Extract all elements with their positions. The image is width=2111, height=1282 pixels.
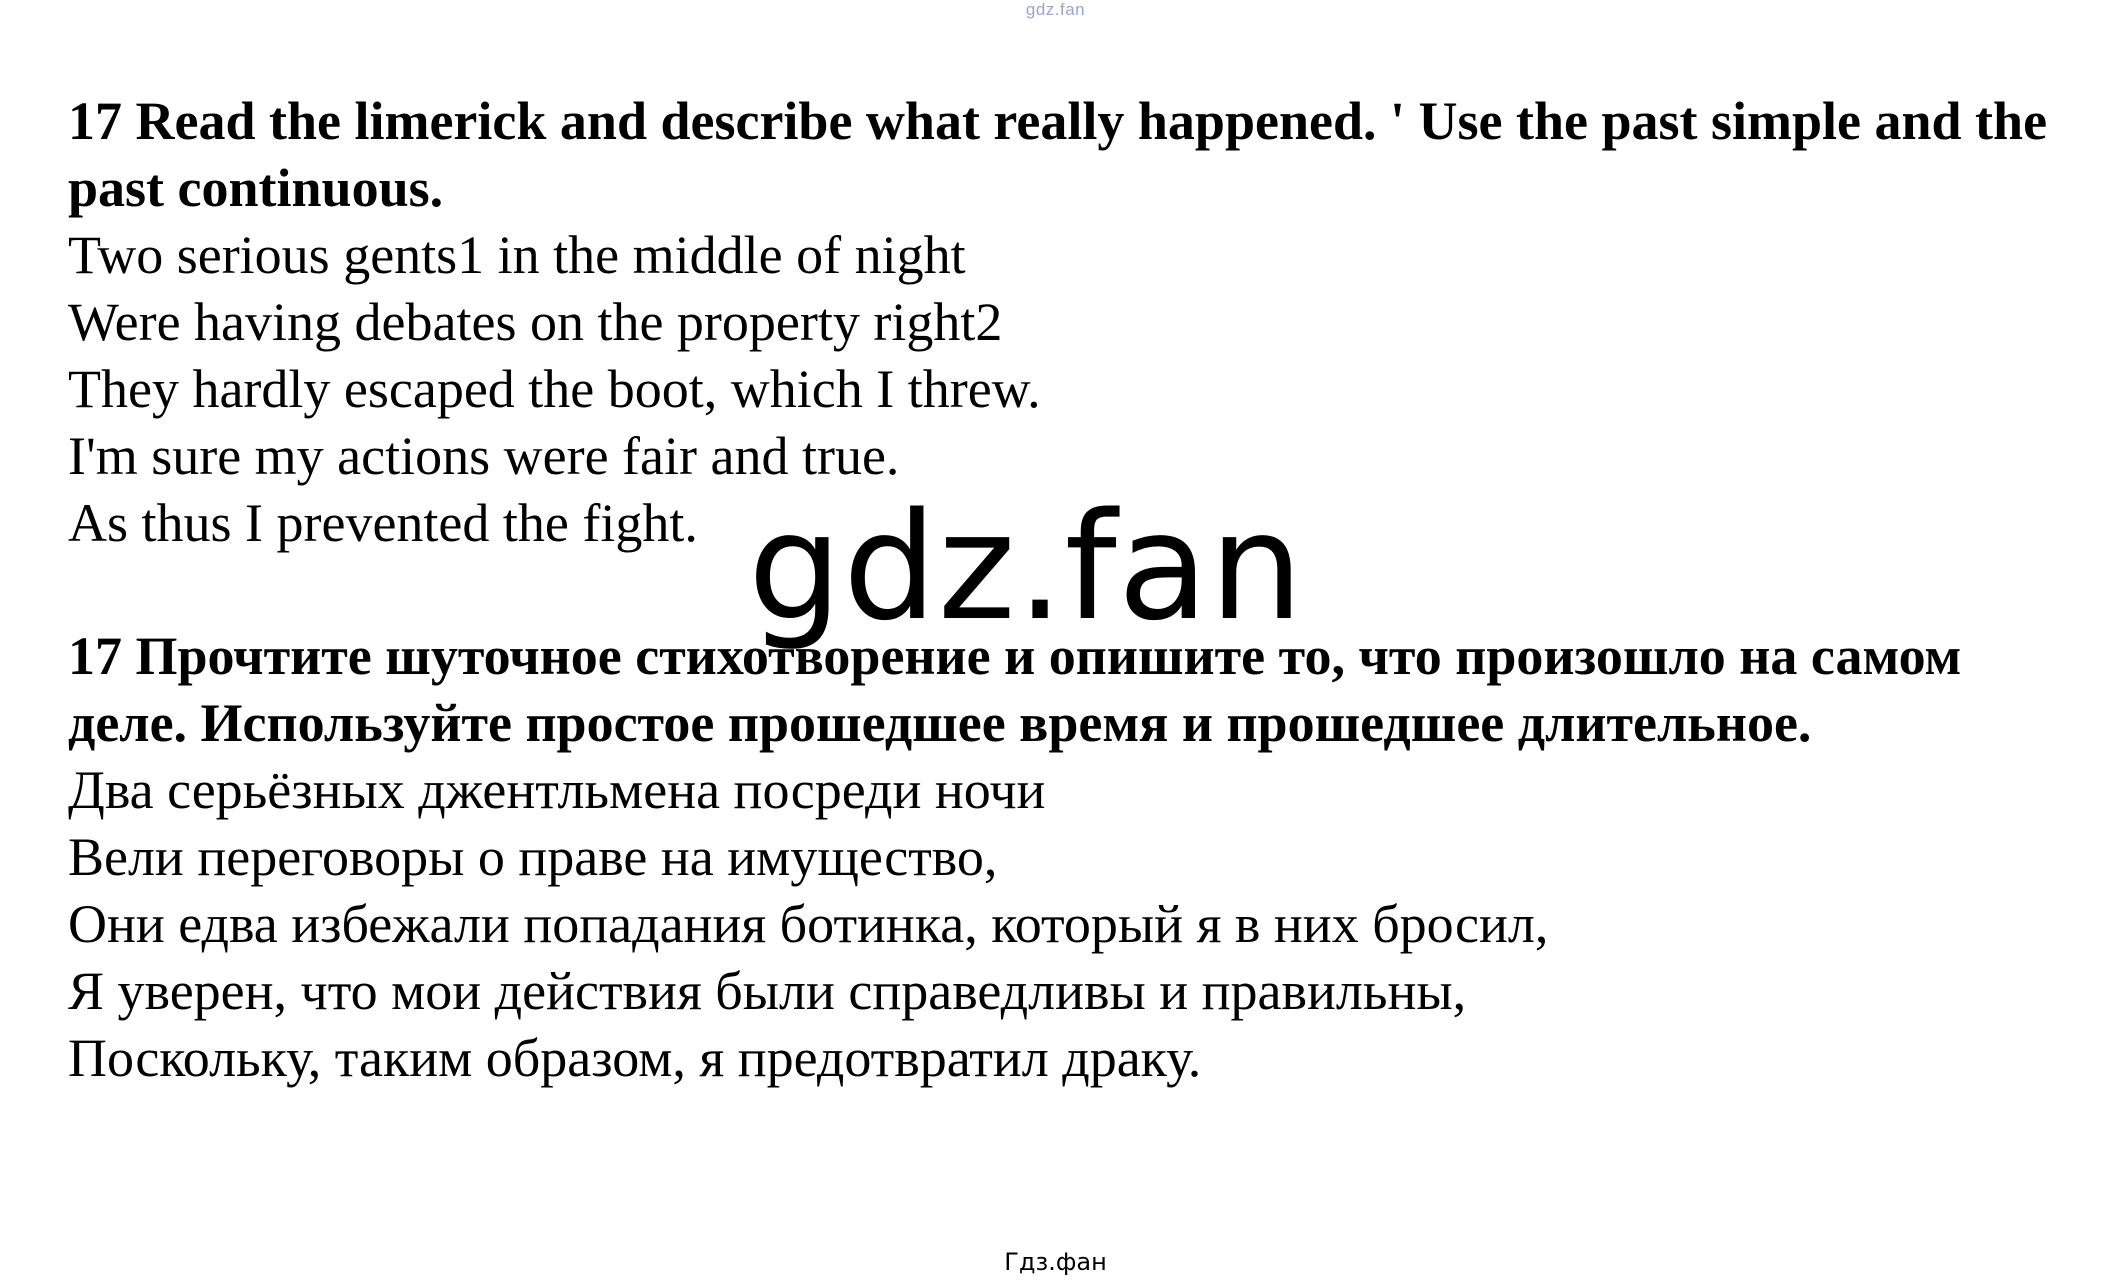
top-watermark: gdz.fan — [1025, 0, 1086, 19]
english-poem-line-1: Two serious gents1 in the middle of night — [68, 225, 966, 285]
footer-text: Гдз.фан — [1004, 1248, 1107, 1276]
russian-task-heading: 17 Прочтите шуточное стихотворение и опишите то, что произошло на самом деле. Используйте простое прошедшее время и прошедшее длительное. — [68, 626, 1962, 753]
english-poem-line-5: As thus I prevented the fight. — [68, 493, 698, 553]
center-watermark: gdz.fan — [748, 481, 1305, 653]
russian-poem-line-5: Поскольку, таким образом, я предотвратил драку. — [68, 1028, 1202, 1088]
russian-poem-line-3: Они едва избежали попадания ботинка, который я в них бросил, — [68, 894, 1549, 954]
russian-poem-line-1: Два серьёзных джентльмена посреди ночи — [68, 760, 1046, 820]
english-task-heading: 17 Read the limerick and describe what really happened. ' Use the past simple and the past continuous. — [68, 91, 2048, 218]
russian-poem-line-4: Я уверен, что мои действия были справедливы и правильны, — [68, 961, 1467, 1021]
english-poem-line-2: Were having debates on the property right2 — [68, 292, 1003, 352]
russian-poem-line-2: Вели переговоры о праве на имущество, — [68, 827, 998, 887]
english-poem-line-4: I'm sure my actions were fair and true. — [68, 426, 900, 486]
english-poem-line-3: They hardly escaped the boot, which I threw. — [68, 359, 1041, 419]
